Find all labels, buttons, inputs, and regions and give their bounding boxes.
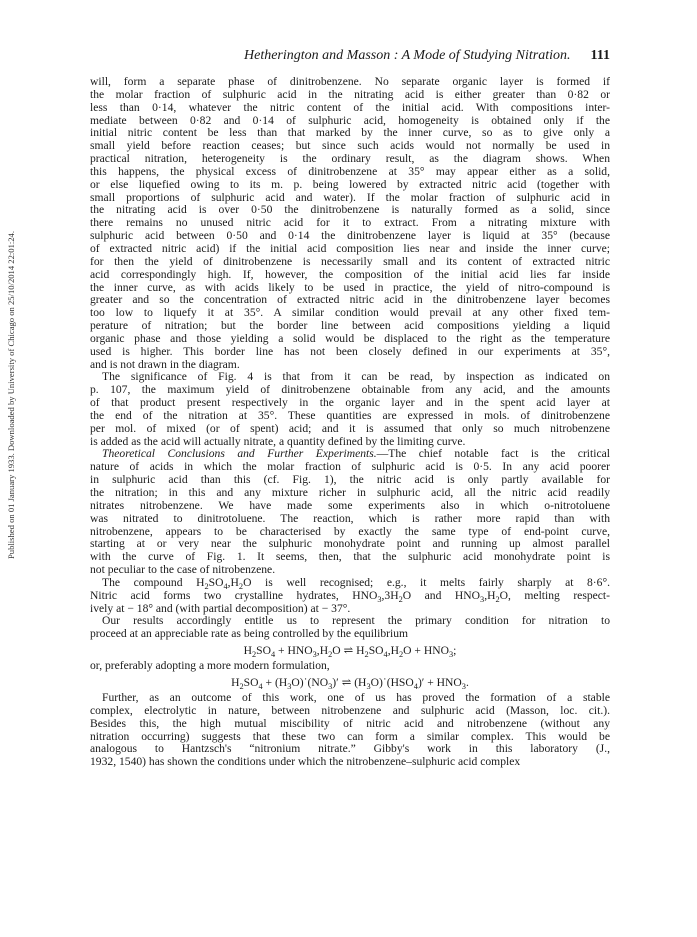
text-line: is added as the acid will actually nitrate, a quantity defined by the limiting curve.	[90, 434, 466, 448]
text-line: nitration occurring) suggests that these two can form a similar complex. This would be	[90, 729, 610, 743]
download-notice-text: Published on 01 January 1933. Downloaded by University of Chicago on 25/10/2014 22:01:24.	[6, 231, 16, 559]
text-line: used is higher. This border line has not been closely defined in our experiments at 35°,	[90, 344, 610, 358]
body-text	[90, 76, 610, 769]
text-line: initial nitric content be less than that marked by the inner curve, so as to give only a	[90, 126, 610, 140]
text-line: or, preferably adopting a more modern formulation,	[90, 659, 330, 673]
text-line: practical nitration, heterogeneity is the ordinary result, as the diagram shows. When	[90, 152, 610, 166]
text-line: mediate between 0·82 and 0·14 of sulphuric acid, homogeneity is obtained only if the	[90, 113, 610, 127]
running-header	[90, 48, 610, 64]
text-line: Further, as an outcome of this work, one of us has proved the formation of a stable	[102, 690, 610, 704]
equation-line: $H_2SO_4$ + $(H_3O)˙(NO_3)'$ ⇌ $(H_3O)˙(HSO_4)' + HNO_3$.	[231, 675, 469, 691]
text-line: small proportions of sulphuric acid and water). If the molar fraction of sulphuric acid in	[90, 190, 610, 204]
text-line: the nitration; in this and any mixture richer in sulphuric acid, all the nitric acid readily	[90, 486, 610, 499]
text-line: per mol. of mixed (or of spent) acid; and it is assumed that only so much nitrobenzene	[90, 421, 610, 435]
text-line: nature of acids in which the molar fraction of sulphuric acid is 0·5. In any acid poorer	[90, 460, 610, 474]
text-line: the end of the nitration at 35°. These quantities are expressed in mols. of dinitrobenzene	[90, 408, 610, 422]
text-line: Our results accordingly entitle us to represent the primary condition for nitration to	[102, 614, 610, 628]
text-line: nitrates nitrobenzene. We have made some experiments also in which o-nitrotoluene	[90, 498, 610, 512]
text-line: small yield before reaction ceases; but since such acids would not normally be used in	[90, 139, 610, 153]
text-line: greater and so the concentration of extracted nitric acid in the dinitrobenzene layer becomes	[90, 293, 610, 307]
text-line: with the curve of Fig. 1. It seems, then, that the sulphuric acid monohydrate point is	[90, 550, 610, 564]
text-line: for then the yield of dinitrobenzene is necessarily small and its content of extracted nitric	[90, 254, 610, 268]
text-line: Nitric acid forms two crystalline hydrates, $HNO_3,3H_2O$ and $HNO_3,H_2O$, melting respect-	[90, 588, 611, 604]
text-line: analogous to Hantzsch's “nitronium nitrate.” Gibby's work in this laboratory (J.,	[90, 742, 610, 756]
text-line: 1932, 1540) has shown the conditions under which the nitrobenzene–sulphuric acid complex	[90, 755, 521, 769]
text-line: nitrobenzene, appears to be characterised by exactly the same type of end-point curve,	[90, 524, 610, 538]
text-line: was nitrated to dinitrotoluene. The reaction, which is rather more rapid than with	[90, 511, 610, 525]
text-line: Theoretical Conclusions and Further Experiments.—The chief notable fact is the critical	[102, 447, 610, 461]
running-title: Hetherington and Masson : A Mode of Studying Nitration.	[244, 48, 571, 63]
download-notice	[4, 185, 18, 605]
text-line: the inner curve, as with acids likely to be used in practice, the yield of nitro-compound is	[90, 280, 610, 294]
text-line: or else liquefied owing to its m. p. being lowered by extracted nitric acid (together with	[90, 177, 610, 191]
text-line: too low to liquefy it at 35°. A similar condition would prevail at any other fixed tem-	[90, 306, 610, 320]
text-line: starting at or very near the sulphuric monohydrate point and running up almost parallel	[90, 537, 610, 551]
text-line: in sulphuric acid than this (cf. Fig. 1), the nitric acid is only partly available for	[90, 473, 610, 487]
text-line: not peculiar to the case of nitrobenzene.	[90, 563, 276, 577]
text-line: The compound $H_2SO_4,H_2O$ is well recognised; e.g., it melts fairly sharply at 8·6°.	[102, 575, 610, 591]
text-line: complex, electrolytic in nature, between nitrobenzene and sulphuric acid (Masson, loc. cit.).	[90, 703, 610, 717]
text-line: perature of nitration; but the border line between acid compositions yielding a liquid	[90, 319, 610, 333]
text-line: of extracted nitric acid) if the initial acid composition lies near and inside the inner curve;	[90, 241, 610, 255]
text-line: of that product present respectively in the organic layer and in the spent acid layer at	[90, 396, 610, 410]
equation-line: $H_2SO_4 + HNO_3,H_2O$ ⇌ $H_2SO_4,H_2O + HNO_3$;	[243, 644, 457, 660]
page-number: 111	[590, 48, 610, 63]
text-line: less than 0·14, whatever the nitric content of the initial acid. With compositions inter-	[90, 100, 610, 114]
text-line: proceed at an appreciable rate as being controlled by the equilibrium	[90, 627, 409, 641]
text-line: will, form a separate phase of dinitrobenzene. No separate organic layer is formed if	[90, 75, 610, 88]
text-line: the nitrating acid is over 0·50 the dinitrobenzene is naturally formed as a solid, since	[90, 203, 610, 217]
text-line: ively at − 18° and (with partial decomposition) at − 37°.	[90, 601, 351, 615]
text-line: organic phase and those yielding a solid would be displaced to the right as the temperature	[90, 331, 610, 345]
text-line: there remains no unused nitric acid for it to extract. From a nitrating mixture with	[90, 216, 610, 230]
text-line: Besides this, the high mutual miscibility of nitric acid and nitrobenzene (without any	[90, 716, 610, 730]
text-line: The significance of Fig. 4 is that from it can be read, by inspection as indicated on	[102, 370, 610, 384]
text-line: sulphuric acid between 0·50 and 0·14 the dinitrobenzene layer is liquid at 35° (because	[90, 229, 610, 243]
text-line: p. 107, the maximum yield of dinitrobenzene obtainable from any acid, and the amounts	[90, 383, 610, 397]
text-line: this happens, the physical excess of dinitrobenzene at 35° may appear either as a solid,	[90, 164, 610, 178]
text-line: the molar fraction of sulphuric acid in the nitrating acid is either greater than 0·82 or	[90, 87, 610, 101]
text-line: acid correspondingly high. If, however, the composition of the initial acid lies far inside	[90, 267, 610, 281]
text-line: and is not drawn in the diagram.	[90, 357, 240, 371]
